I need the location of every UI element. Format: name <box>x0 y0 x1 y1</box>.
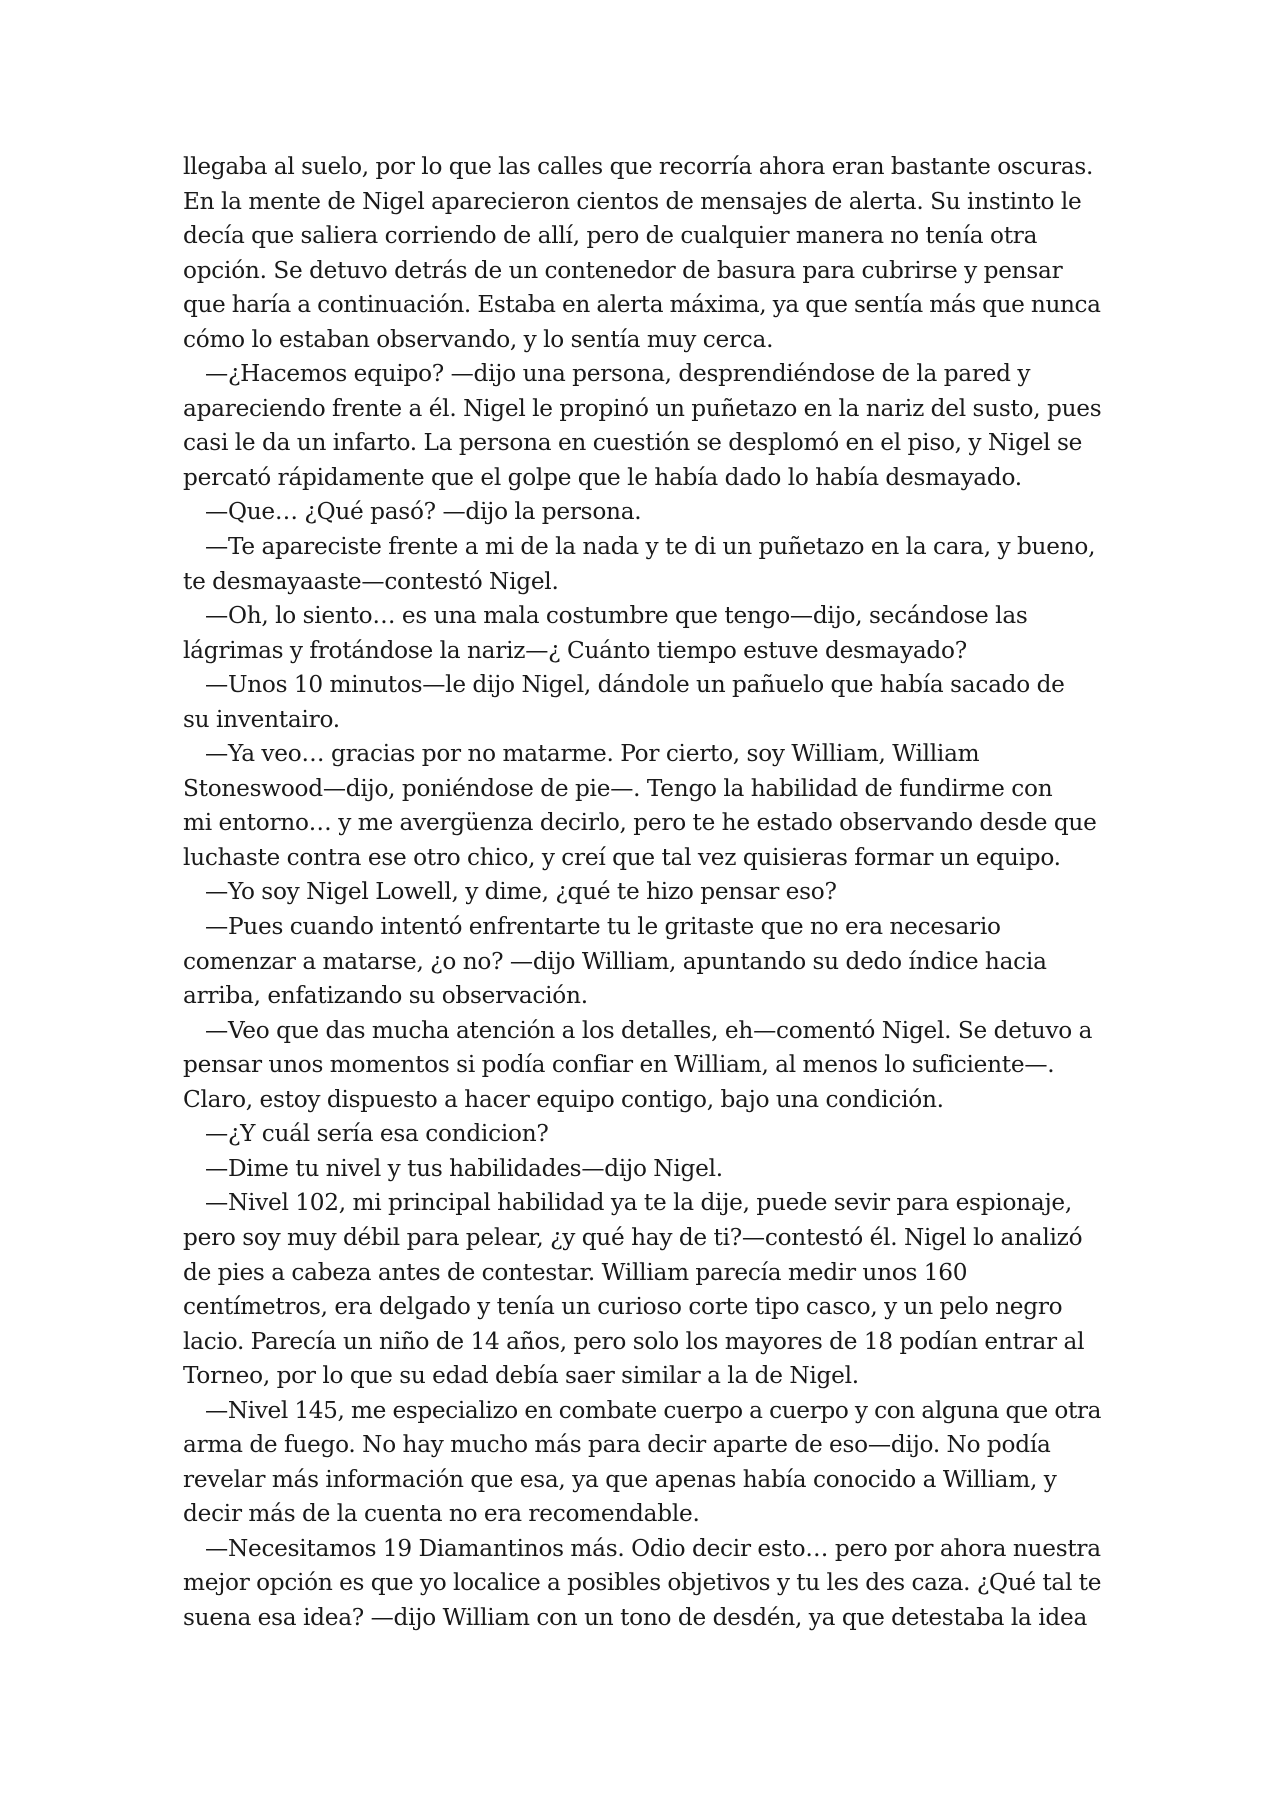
text-line: —Nivel 102, mi principal habilidad ya te la dije, puede sevir para espionaje, <box>205 1189 1072 1217</box>
text-line: —Unos 10 minutos—le dijo Nigel, dándole un pañuelo que había sacado de <box>205 671 1065 699</box>
text-line: arma de fuego. No hay mucho más para decir aparte de eso—dijo. No podía <box>183 1431 1051 1459</box>
text-line: luchaste contra ese otro chico, y creí que tal vez quisieras formar un equipo. <box>183 843 1061 871</box>
text-line: —Ya veo… gracias por no matarme. Por cierto, soy William, William <box>205 740 980 768</box>
text-line: decía que saliera corriendo de allí, pero de cualquier manera no tenía otra <box>183 222 1038 250</box>
text-line: suena esa idea? —dijo William con un tono de desdén, ya que detestaba la idea <box>183 1603 1088 1631</box>
text-line: arriba, enfatizando su observación. <box>183 982 588 1010</box>
text-line: —Veo que das mucha atención a los detalles, eh—comentó Nigel. Se detuvo a <box>205 1016 1093 1044</box>
text-line: —Pues cuando intentó enfrentarte tu le gritaste que no era necesario <box>205 913 1001 941</box>
text-line: casi le da un infarto. La persona en cuestión se desplomó en el piso, y Nigel se <box>183 429 1083 457</box>
text-line: mejor opción es que yo localice a posibles objetivos y tu les des caza. ¿Qué tal te <box>183 1569 1102 1597</box>
text-line: —Dime tu nivel y tus habilidades—dijo Nigel. <box>205 1154 723 1182</box>
text-line: percató rápidamente que el golpe que le había dado lo había desmayado. <box>183 463 1022 491</box>
document-body-text <box>183 150 1102 1636</box>
text-line: de pies a cabeza antes de contestar. William parecía medir unos 160 <box>183 1258 968 1286</box>
text-line: En la mente de Nigel aparecieron cientos de mensajes de alerta. Su instinto le <box>183 187 1082 215</box>
text-line: Claro, estoy dispuesto a hacer equipo contigo, bajo una condición. <box>183 1085 944 1113</box>
text-line: —Nivel 145, me especializo en combate cuerpo a cuerpo y con alguna que otra <box>205 1396 1102 1424</box>
text-line: comenzar a matarse, ¿o no? —dijo William, apuntando su dedo índice hacia <box>183 947 1047 975</box>
text-line: mi entorno… y me avergüenza decirlo, pero te he estado observando desde que <box>183 809 1097 837</box>
text-line: —Que… ¿Qué pasó? —dijo la persona. <box>205 498 642 526</box>
text-line: —Necesitamos 19 Diamantinos más. Odio decir esto… pero por ahora nuestra <box>205 1534 1101 1562</box>
text-line: centímetros, era delgado y tenía un curioso corte tipo casco, y un pelo negro <box>183 1293 1063 1321</box>
text-line: llegaba al suelo, por lo que las calles que recorría ahora eran bastante oscuras. <box>183 153 1094 180</box>
text-line: que haría a continuación. Estaba en alerta máxima, ya que sentía más que nunca <box>183 291 1101 319</box>
text-line: revelar más información que esa, ya que apenas había conocido a William, y <box>183 1465 1057 1493</box>
text-line: Stoneswood—dijo, poniéndose de pie—. Tengo la habilidad de fundirme con <box>183 774 1053 802</box>
text-line: cómo lo estaban observando, y lo sentía muy cerca. <box>183 325 774 353</box>
text-line: apareciendo frente a él. Nigel le propinó un puñetazo en la nariz del susto, pues <box>183 394 1102 422</box>
text-line: pensar unos momentos si podía confiar en William, al menos lo suficiente—. <box>183 1051 1055 1079</box>
text-line: te desmayaaste—contestó Nigel. <box>183 567 559 595</box>
text-line: —Te apareciste frente a mi de la nada y te di un puñetazo en la cara, y bueno, <box>205 533 1096 561</box>
text-line: —¿Hacemos equipo? —dijo una persona, desprendiéndose de la pared y <box>205 360 1031 388</box>
text-line: su inventairo. <box>183 705 340 733</box>
text-line: lacio. Parecía un niño de 14 años, pero solo los mayores de 18 podían entrar al <box>183 1327 1085 1355</box>
text-line: lágrimas y frotándose la nariz—¿ Cuánto tiempo estuve desmayado? <box>183 636 967 664</box>
text-line: —Yo soy Nigel Lowell, y dime, ¿qué te hizo pensar eso? <box>205 878 837 906</box>
text-line: —Oh, lo siento… es una mala costumbre que tengo—dijo, secándose las <box>205 602 1028 630</box>
text-line: decir más de la cuenta no era recomendable. <box>183 1500 700 1528</box>
text-line: pero soy muy débil para pelear, ¿y qué hay de ti?—contestó él. Nigel lo analizó <box>183 1223 1083 1251</box>
text-line: —¿Y cuál sería esa condicion? <box>205 1120 549 1148</box>
text-line: opción. Se detuvo detrás de un contenedor de basura para cubrirse y pensar <box>183 256 1063 284</box>
text-line: Torneo, por lo que su edad debía saer similar a la de Nigel. <box>183 1362 859 1390</box>
